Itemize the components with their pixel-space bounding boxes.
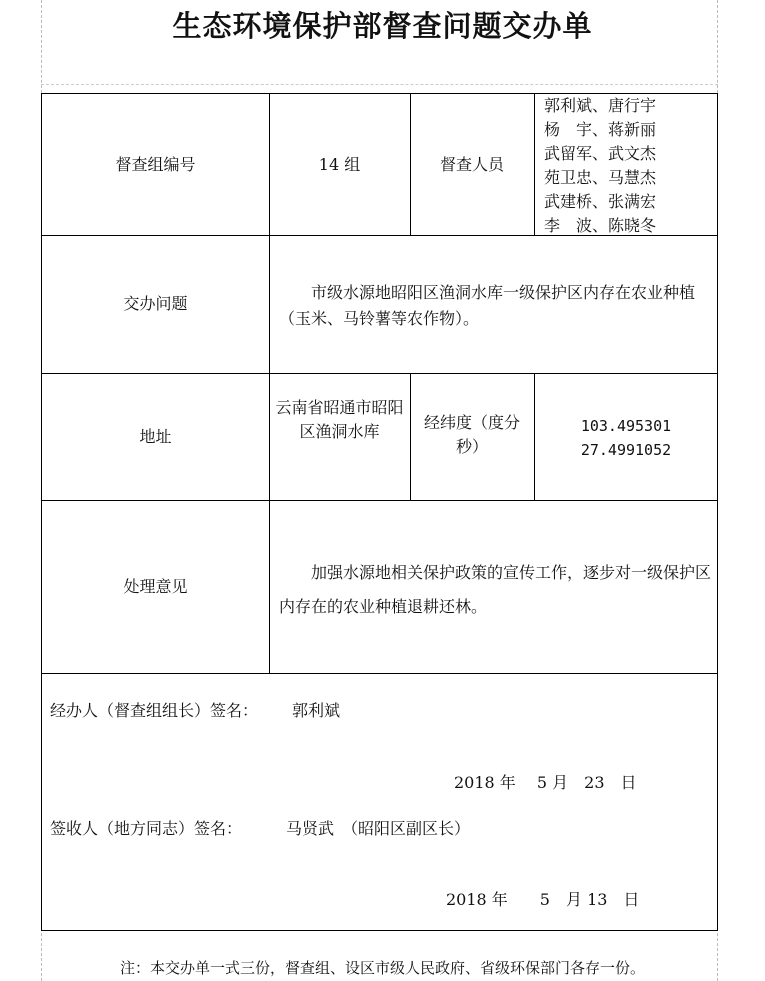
address-value: 云南省昭通市昭阳区渔洞水库 bbox=[275, 398, 404, 441]
inspector-line: 郭利斌、唐行宇 bbox=[544, 96, 657, 115]
opinion-label: 处理意见 bbox=[123, 576, 188, 596]
title-divider bbox=[41, 84, 718, 85]
inspector-line: 武建桥、张满宏 bbox=[544, 192, 657, 211]
issue-text: 市级水源地昭阳区渔洞水库一级保护区内存在农业种植（玉米、马铃薯等农作物）。 bbox=[279, 283, 696, 328]
receiver-date: 2018 年 5 月 13 日 bbox=[446, 890, 640, 909]
issue-label: 交办问题 bbox=[123, 294, 188, 313]
handler-name: 郭利斌 bbox=[292, 701, 341, 720]
inspector-line: 李 波、陈晓冬 bbox=[544, 216, 657, 235]
inspection-form-table bbox=[41, 93, 718, 931]
inspector-line: 武留军、武文杰 bbox=[544, 144, 657, 163]
handler-signature-label: 经办人（督查组组长）签名： bbox=[50, 701, 259, 720]
longitude-value: 103.495301 bbox=[580, 417, 672, 435]
coordinates-value bbox=[534, 414, 718, 462]
address-label: 地址 bbox=[139, 426, 172, 446]
inspector-line: 杨 宇、蒋新丽 bbox=[544, 120, 657, 139]
coordinates-label: 经纬度（度分秒） bbox=[424, 413, 521, 456]
document-title: 生态环境保护部督查问题交办单 bbox=[172, 9, 593, 43]
group-number-value: 14 组 bbox=[318, 154, 361, 174]
footnote: 注：本交办单一式三份，督查组、设区市级人民政府、省级环保部门各存一份。 bbox=[119, 959, 645, 977]
handler-date: 2018 年 5 月 23 日 bbox=[454, 773, 637, 792]
column-divider bbox=[410, 373, 411, 500]
receiver-signature-label: 签收人（地方同志）签名： bbox=[50, 819, 243, 838]
inspectors-label: 督查人员 bbox=[439, 154, 504, 174]
opinion-text: 加强水源地相关保护政策的宣传工作，逐步对一级保护区内存在的农业种植退耕还林。 bbox=[279, 563, 712, 616]
group-number-label: 督查组编号 bbox=[115, 154, 196, 174]
inspector-names bbox=[542, 94, 720, 238]
receiver-name: 马贤武 （昭阳区副区长） bbox=[286, 819, 471, 838]
latitude-value: 27.4991052 bbox=[580, 441, 672, 459]
column-divider bbox=[534, 94, 535, 235]
inspector-line: 苑卫忠、马慧杰 bbox=[544, 168, 657, 187]
row-divider bbox=[42, 673, 718, 674]
